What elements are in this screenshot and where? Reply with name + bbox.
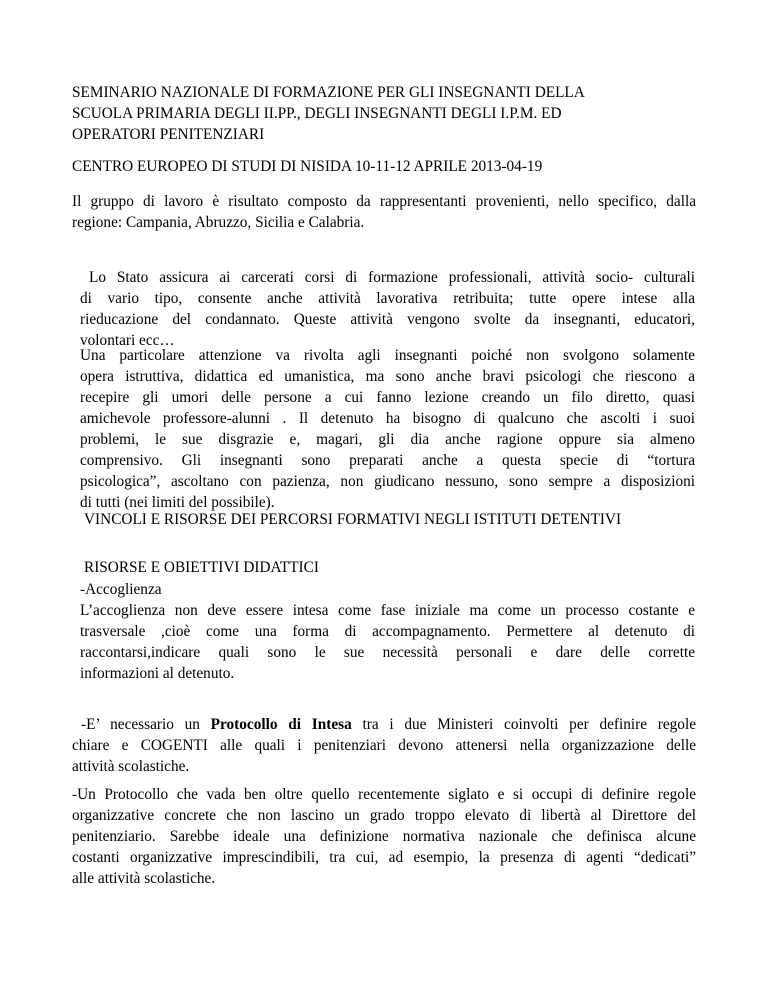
- paragraph-line: opera istruttiva, didattica ed umanistica, ma sono anche bravi psicologi che riescono a: [80, 368, 695, 385]
- paragraph-line: organizzative concrete che non lascino un grado troppo elevato di libertà al Direttore del: [72, 807, 696, 824]
- paragraph-line: Il gruppo di lavoro è risultato composto da rappresentanti provenienti, nello specifico, dalla: [72, 193, 696, 210]
- paragraph-line: informazioni al detenuto.: [80, 665, 235, 682]
- paragraph-stato: [80, 267, 695, 351]
- paragraph-line: penitenziario. Sarebbe ideale una definizione normativa nazionale che definisca alcune: [72, 828, 696, 845]
- section-heading-vincoli: [84, 509, 704, 530]
- paragraph-insegnanti: [80, 345, 695, 513]
- paragraph-line: attività scolastiche.: [72, 758, 190, 775]
- paragraph-line: di tutti (nei limiti del possibile).: [80, 494, 275, 511]
- intro-paragraph: [72, 191, 696, 233]
- paragraph-line: costanti organizzative imprescindibili, tra cui, ad esempio, la presenza di agenti “dedicati”: [72, 849, 696, 866]
- document-subtitle: [72, 156, 712, 177]
- paragraph-accoglienza: [80, 600, 695, 684]
- title-line: SCUOLA PRIMARIA DEGLI II.PP., DEGLI INSEGNANTI DEGLI I.P.M. ED: [72, 105, 562, 122]
- paragraph-line: regione: Campania, Abruzzo, Sicilia e Calabria.: [72, 214, 365, 231]
- paragraph-line: problemi, le sue disgrazie e, magari, gli dia anche ragione oppure sia almeno: [80, 431, 695, 448]
- paragraph-line: chiare e COGENTI alle quali i penitenziari devono attenersi nella organizzazione delle: [72, 737, 696, 754]
- text-run: tra i due Ministeri coinvolti per definire regole: [351, 716, 696, 733]
- paragraph-line: volontari ecc…: [80, 332, 175, 349]
- paragraph-line: L’accoglienza non deve essere intesa come fase iniziale ma come un processo costante e: [80, 602, 695, 619]
- subtitle-text: CENTRO EUROPEO DI STUDI DI NISIDA 10-11-12 APRILE 2013-04-19: [72, 158, 543, 175]
- paragraph-line: recepire gli umori delle persone a cui fanno lezione creando un filo diretto, quasi: [80, 389, 695, 406]
- title-line: OPERATORI PENITENZIARI: [72, 126, 265, 143]
- paragraph-line: -Un Protocollo che vada ben oltre quello recentemente siglato e si occupi di definire regole: [72, 786, 696, 803]
- paragraph-line: comprensivo. Gli insegnanti sono preparati anche a questa specie di “tortura: [80, 452, 695, 469]
- paragraph-line: rieducazione del condannato. Queste attività vengono svolte da insegnanti, educatori,: [80, 311, 695, 328]
- label-text: -Accoglienza: [80, 581, 162, 598]
- paragraph-line: amichevole professore-alunni . Il detenuto ha bisogno di qualcuno che ascolti i suoi: [80, 410, 695, 427]
- section-heading-risorse: [84, 557, 704, 578]
- paragraph-line: alle attività scolastiche.: [72, 870, 216, 887]
- paragraph-line: di vario tipo, consente anche attività lavorativa retribuita; tutte opere intese alla: [80, 290, 695, 307]
- paragraph-protocollo-2: [72, 784, 696, 889]
- paragraph-line: raccontarsi,indicare quali sono le sue necessità personali e dare delle corrette: [80, 644, 695, 661]
- paragraph-line: psicologica”, ascoltano con pazienza, non giudicano nessuno, sono sempre a disposizioni: [80, 473, 695, 490]
- document-title: [72, 82, 712, 145]
- accoglienza-label: [80, 579, 380, 600]
- paragraph-line: [72, 714, 696, 735]
- paragraph-line: Una particolare attenzione va rivolta agli insegnanti poiché non svolgono solamente: [80, 347, 695, 364]
- paragraph-line: trasversale ,cioè come una forma di accompagnamento. Permettere al detenuto di: [80, 623, 695, 640]
- heading-text: RISORSE E OBIETTIVI DIDATTICI: [84, 559, 319, 576]
- bold-term-protocollo: Protocollo di Intesa: [210, 716, 352, 733]
- text-run: -E’ necessario un: [81, 716, 211, 733]
- paragraph-line: Lo Stato assicura ai carcerati corsi di formazione professionali, attività socio- culturali: [89, 269, 695, 286]
- paragraph-protocollo: [72, 714, 696, 777]
- heading-text: VINCOLI E RISORSE DEI PERCORSI FORMATIVI NEGLI ISTITUTI DETENTIVI: [84, 511, 622, 528]
- title-line: SEMINARIO NAZIONALE DI FORMAZIONE PER GLI INSEGNANTI DELLA: [72, 84, 585, 101]
